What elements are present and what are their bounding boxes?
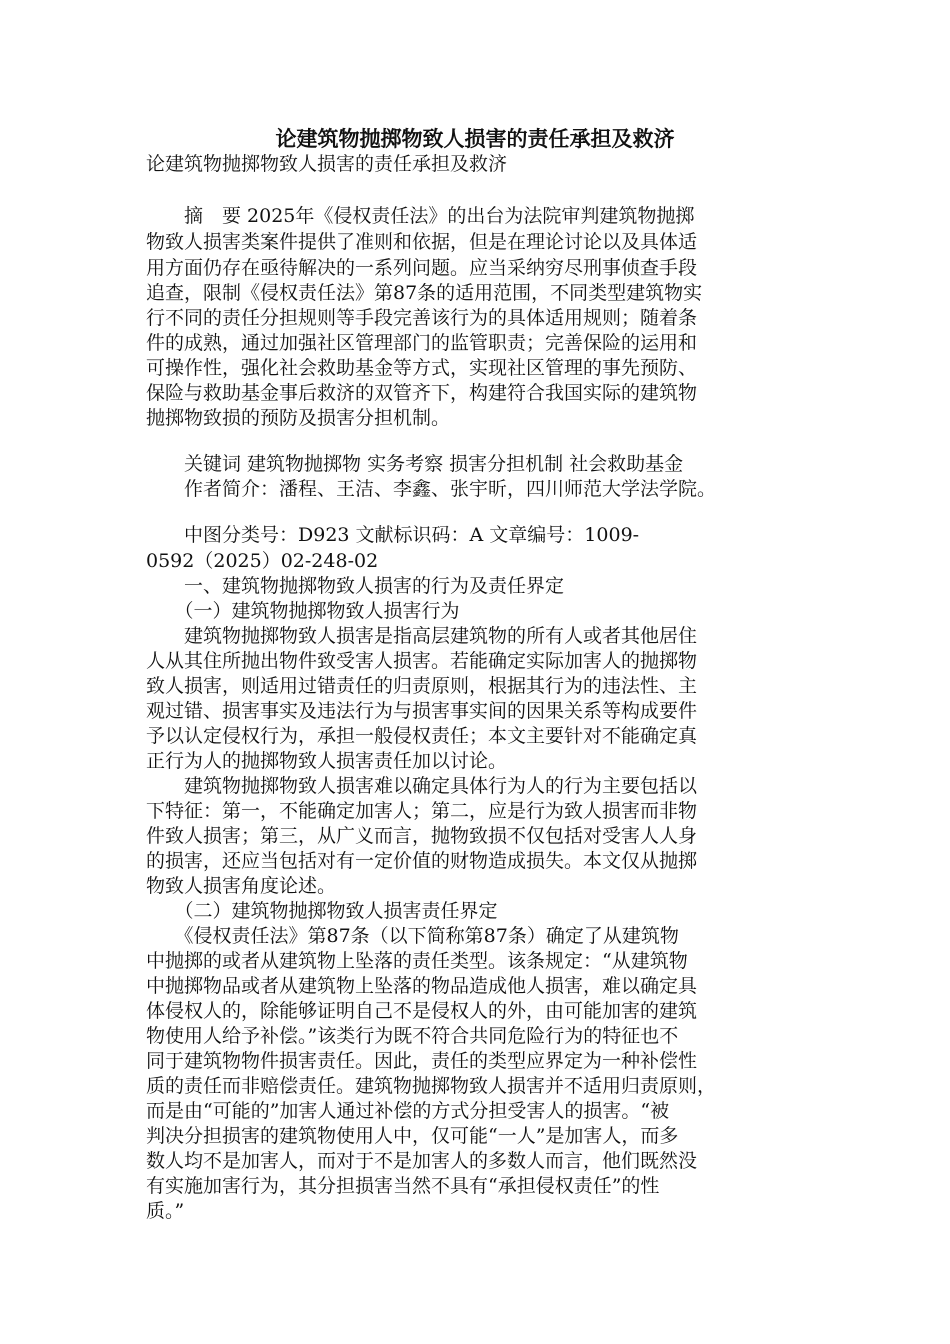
paragraph-line: 建筑物抛掷物致人损害难以确定具体行为人的行为主要包括以	[146, 775, 698, 797]
paragraph-line: 的损害，还应当包括对有一定价值的财物造成损失。本文仅从抛掷	[146, 850, 698, 872]
abstract-line: 可操作性，强化社会救助基金等方式，实现社区管理的事先预防、	[146, 357, 698, 379]
document-subtitle: 论建筑物抛掷物致人损害的责任承担及救济	[146, 153, 508, 175]
classification-line: 中图分类号：D923 文献标识码：A 文章编号：1009-	[146, 524, 640, 546]
section-heading: 一、建筑物抛掷物致人损害的行为及责任界定	[146, 575, 565, 597]
paragraph-line: 下特征：第一，不能确定加害人；第二，应是行为致人损害而非物	[146, 800, 698, 822]
subsection-heading: （二）建筑物抛掷物致人损害责任界定	[146, 900, 498, 922]
paragraph-line: 同于建筑物物件损害责任。因此，责任的类型应界定为一种补偿性	[146, 1050, 698, 1072]
paragraph-line: 质的责任而非赔偿责任。建筑物抛掷物致人损害并不适用归责原则，	[146, 1075, 717, 1097]
abstract-line: 追查，限制《侵权责任法》第87条的适用范围，不同类型建筑物实	[146, 282, 703, 304]
keywords-line: 关键词 建筑物抛掷物 实务考察 损害分担机制 社会救助基金	[146, 453, 684, 475]
paragraph-line: 人从其住所抛出物件致受害人损害。若能确定实际加害人的抛掷物	[146, 650, 698, 672]
abstract-line: 行不同的责任分担规则等手段完善该行为的具体适用规则；随着条	[146, 307, 698, 329]
abstract-line: 摘 要 2025年《侵权责任法》的出台为法院审判建筑物抛掷	[146, 205, 695, 227]
paragraph-line: 数人均不是加害人，而对于不是加害人的多数人而言，他们既然没	[146, 1150, 698, 1172]
paragraph-line: 体侵权人的，除能够证明自己不是侵权人的外，由可能加害的建筑	[146, 1000, 698, 1022]
paragraph-line: 物致人损害角度论述。	[146, 875, 337, 897]
paragraph-line: 件致人损害；第三，从广义而言，抛物致损不仅包括对受害人人身	[146, 825, 698, 847]
abstract-line: 保险与救助基金事后救济的双管齐下，构建符合我国实际的建筑物	[146, 382, 698, 404]
paragraph-line: 建筑物抛掷物致人损害是指高层建筑物的所有人或者其他居住	[146, 625, 698, 647]
paragraph-line: 而是由“可能的”加害人通过补偿的方式分担受害人的损害。“被	[146, 1100, 670, 1122]
paragraph-line: 致人损害，则适用过错责任的归责原则，根据其行为的违法性、主	[146, 675, 698, 697]
document-title: 论建筑物抛掷物致人损害的责任承担及救济	[275, 126, 675, 151]
abstract-line: 抛掷物致损的预防及损害分担机制。	[146, 407, 451, 429]
subsection-heading: （一）建筑物抛掷物致人损害行为	[146, 600, 460, 622]
paragraph-line: 质。”	[146, 1200, 185, 1222]
abstract-line: 物致人损害类案件提供了准则和依据，但是在理论讨论以及具体适	[146, 231, 698, 253]
author-intro-line: 作者简介：潘程、王洁、李鑫、张宇昕，四川师范大学法学院。	[146, 478, 717, 500]
classification-line: 0592（2025）02-248-02	[146, 550, 379, 572]
paragraph-line: 中抛掷物品或者从建筑物上坠落的物品造成他人损害，难以确定具	[146, 975, 698, 997]
paragraph-line: 正行为人的抛掷物致人损害责任加以讨论。	[146, 750, 508, 772]
abstract-line: 件的成熟，通过加强社区管理部门的监管职责；完善保险的运用和	[146, 332, 698, 354]
paragraph-line: 中抛掷的或者从建筑物上坠落的责任类型。该条规定：“从建筑物	[146, 950, 688, 972]
paragraph-line: 有实施加害行为，其分担损害当然不具有“承担侵权责任”的性	[146, 1175, 660, 1197]
paragraph-line: 判决分担损害的建筑物使用人中，仅可能“一人”是加害人，而多	[146, 1125, 679, 1147]
paragraph-line: 物使用人给予补偿。”该类行为既不符合共同危险行为的特征也不	[146, 1025, 679, 1047]
paragraph-line: 《侵权责任法》第87条（以下简称第87条）确定了从建筑物	[146, 925, 679, 947]
paragraph-line: 观过错、损害事实及违法行为与损害事实间的因果关系等构成要件	[146, 700, 698, 722]
paragraph-line: 予以认定侵权行为，承担一般侵权责任；本文主要针对不能确定真	[146, 725, 698, 747]
abstract-line: 用方面仍存在亟待解决的一系列问题。应当采纳穷尽刑事侦查手段	[146, 257, 698, 279]
